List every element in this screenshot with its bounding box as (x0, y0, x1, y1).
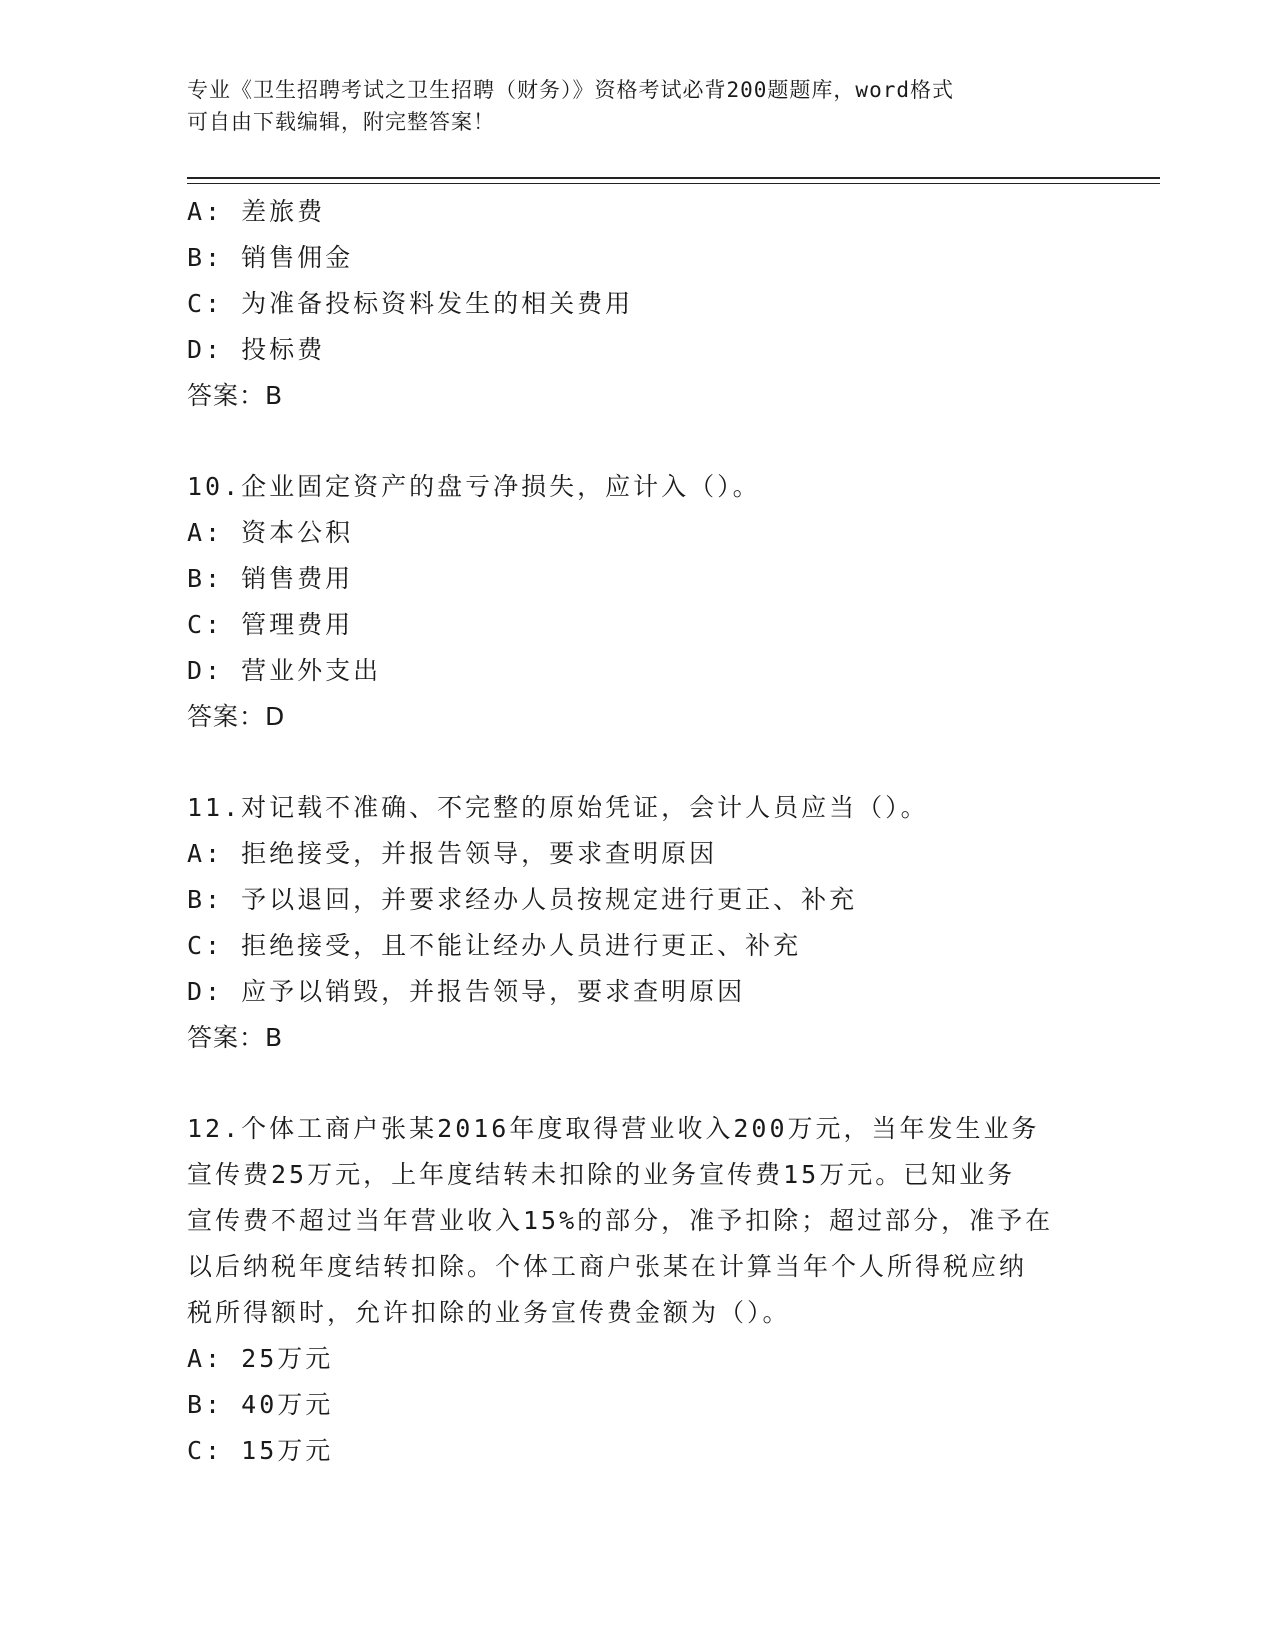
option-c: C: 为准备投标资料发生的相关费用 (187, 289, 634, 318)
header-rule-thin (187, 183, 1160, 184)
option-d: D: 营业外支出 (187, 656, 382, 685)
question-stem: 11.对记载不准确、不完整的原始凭证，会计人员应当（）。 (187, 793, 929, 822)
question-stem-line-2: 宣传费25万元，上年度结转未扣除的业务宣传费15万元。已知业务 (187, 1160, 1016, 1189)
option-a: A: 拒绝接受，并报告领导，要求查明原因 (187, 839, 718, 868)
question-9-continued (187, 189, 1087, 419)
option-a: A: 25万元 (187, 1344, 334, 1373)
question-11 (187, 785, 1087, 1061)
header-title-line-1: 专业《卫生招聘考试之卫生招聘（财务）》资格考试必背200题题库，word格式 (187, 78, 954, 102)
question-12 (187, 1106, 1087, 1474)
option-b: B: 销售佣金 (187, 243, 354, 272)
question-10 (187, 464, 1087, 740)
option-b: B: 40万元 (187, 1390, 334, 1419)
option-b: B: 予以退回，并要求经办人员按规定进行更正、补充 (187, 885, 858, 914)
question-stem-line-5: 税所得额时，允许扣除的业务宣传费金额为（）。 (187, 1298, 791, 1327)
option-a: A: 差旅费 (187, 197, 326, 226)
option-a: A: 资本公积 (187, 518, 354, 547)
option-c: C: 拒绝接受，且不能让经办人员进行更正、补充 (187, 931, 802, 960)
question-stem-line-1: 12.个体工商户张某2016年度取得营业收入200万元，当年发生业务 (187, 1114, 1040, 1143)
question-list (187, 189, 1087, 1474)
header-rule-thick (187, 177, 1160, 179)
answer-line: 答案：D (187, 702, 286, 731)
document-header (187, 74, 1067, 138)
answer-line: 答案：B (187, 381, 284, 410)
option-b: B: 销售费用 (187, 564, 354, 593)
option-d: D: 投标费 (187, 335, 326, 364)
option-c: C: 15万元 (187, 1436, 334, 1465)
question-stem-line-3: 宣传费不超过当年营业收入15%的部分，准予扣除；超过部分，准予在 (187, 1206, 1054, 1235)
option-c: C: 管理费用 (187, 610, 354, 639)
header-title-line-2: 可自由下载编辑，附完整答案！ (187, 110, 495, 134)
question-stem-line-4: 以后纳税年度结转扣除。个体工商户张某在计算当年个人所得税应纳 (187, 1252, 1028, 1281)
question-stem: 10.企业固定资产的盘亏净损失，应计入（）。 (187, 472, 761, 501)
option-d: D: 应予以销毁，并报告领导，要求查明原因 (187, 977, 746, 1006)
answer-line: 答案：B (187, 1023, 284, 1052)
